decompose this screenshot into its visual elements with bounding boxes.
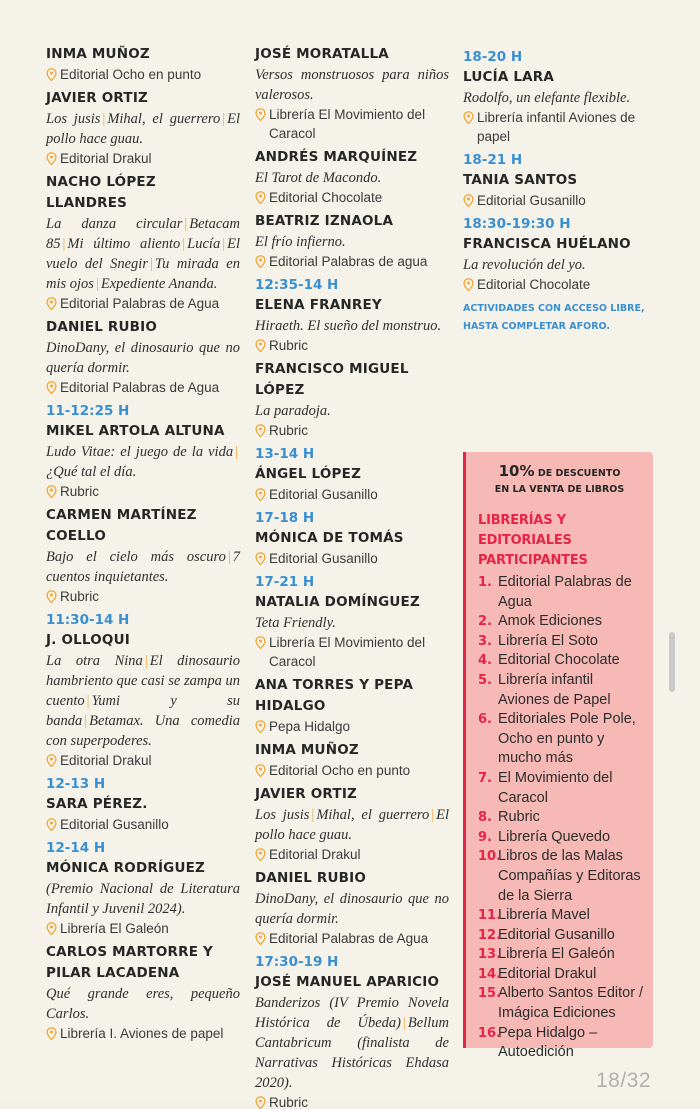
author-name: FRANCISCA HUÉLANO [463, 236, 631, 252]
item-number: 15. [478, 986, 502, 1002]
author-name: MÓNICA RODRÍGUEZ [46, 860, 206, 876]
author-name: ELENA FRANREY [255, 297, 382, 313]
publisher-name: Editorial Chocolate [269, 190, 383, 205]
publisher [46, 378, 240, 397]
separator: | [62, 236, 66, 252]
event-entry [255, 675, 449, 736]
book-titles [46, 214, 240, 294]
book-title: Ludo Vitae: el juego de la vida [46, 444, 234, 460]
publisher [255, 252, 449, 271]
book-titles [255, 889, 449, 929]
event-time: 12-13 H [46, 776, 106, 792]
publisher-name: Editorial Chocolate [477, 277, 591, 292]
author-name: INMA MUÑOZ [46, 46, 150, 62]
participant-item [478, 573, 645, 612]
item-number: 1. [478, 575, 492, 590]
location-pin-icon [255, 108, 266, 121]
publisher [255, 761, 449, 780]
book-title: DinoDany, el dinosaurio que no quería dormir. [46, 340, 240, 376]
book-title: Betamax. Una comedia con superpoderes. [46, 713, 240, 749]
author-name: CARLOS MARTORRE Y PILAR LACADENA [46, 944, 214, 981]
location-pin-icon [255, 636, 266, 649]
location-pin-icon [255, 848, 266, 861]
item-number: 6. [478, 712, 492, 728]
book-titles [46, 338, 240, 378]
book-title: Mihal, el guerrero [316, 807, 430, 823]
participant-name: El Movimiento del Caracol [498, 769, 613, 806]
location-pin-icon [46, 590, 57, 603]
author-name: TANIA SANTOS [463, 172, 578, 188]
scrollbar[interactable] [669, 632, 675, 692]
event-entry [46, 44, 240, 84]
publisher [255, 549, 449, 568]
separator: | [431, 807, 435, 823]
participant-item [478, 612, 645, 632]
participant-item [478, 671, 645, 710]
author-name: FRANCISCO MIGUEL LÓPEZ [255, 361, 409, 398]
column-3 [463, 46, 655, 336]
location-pin-icon [255, 255, 266, 268]
participant-name: Editorial Palabras de Agua [498, 574, 632, 610]
participant-item [478, 945, 645, 965]
book-title: ¿Qué tal el día. [46, 464, 137, 480]
location-pin-icon [46, 152, 57, 165]
publisher [46, 587, 240, 606]
location-pin-icon [46, 754, 57, 767]
book-title: El Tarot de Macondo. [255, 170, 382, 186]
event-time: 12-14 H [46, 840, 106, 856]
publisher [255, 845, 449, 864]
event-entry [255, 740, 449, 780]
event-entry [255, 784, 449, 864]
discount-line1: DE DESCUENTO [537, 468, 621, 479]
publisher-name: Rubric [60, 484, 100, 499]
publisher [46, 482, 240, 501]
item-number: 4. [478, 653, 492, 669]
separator: | [182, 236, 186, 252]
participant-name: Editorial Drakul [498, 965, 597, 982]
event-time: 18-21 H [463, 152, 523, 168]
publisher-name: Editorial Gusanillo [477, 193, 586, 208]
book-titles [46, 442, 240, 482]
publisher-name: Pepa Hidalgo [269, 719, 351, 734]
item-number: 16. [478, 1025, 502, 1041]
author-name: ANA TORRES Y PEPA HIDALGO [255, 677, 414, 714]
book-titles [255, 401, 449, 421]
participant-name: Alberto Santos Editor / Imágica Ediciones [498, 985, 644, 1022]
publisher-name: Editorial Drakul [60, 753, 152, 768]
free-access-notice: ACTIVIDADES CON ACCESO LIBRE, HASTA COMPLETAR AFORO. [463, 303, 645, 332]
author-name: JAVIER ORTIZ [46, 90, 149, 106]
event-entry [255, 508, 449, 568]
publisher-name: Librería infantil Aviones de papel [477, 110, 636, 144]
book-title: Mihal, el guerrero [107, 111, 221, 127]
book-title: Qué grande eres, pequeño Carlos. [46, 986, 240, 1022]
location-pin-icon [46, 922, 57, 935]
location-pin-icon [255, 1096, 266, 1109]
event-entry [255, 275, 449, 355]
publisher [463, 108, 655, 146]
participant-name: Librería Quevedo [498, 828, 611, 845]
book-title: El pollo hace guau. [46, 111, 240, 147]
participant-item [478, 965, 645, 985]
publisher [463, 275, 655, 294]
book-titles [255, 993, 449, 1093]
participant-name: Librería El Galeón [498, 946, 615, 963]
discount-percent: 10% [498, 462, 535, 480]
event-entry [463, 47, 655, 146]
book-titles [46, 651, 240, 751]
location-pin-icon [46, 381, 57, 394]
event-entry [255, 868, 449, 948]
event-entry [46, 774, 240, 834]
publisher [255, 633, 449, 671]
publisher-name: Editorial Gusanillo [60, 817, 169, 832]
separator: | [102, 111, 106, 127]
separator: | [222, 111, 226, 127]
separator: | [95, 276, 99, 292]
location-pin-icon [46, 68, 57, 81]
author-name: ANDRÉS MARQUÍNEZ [255, 149, 418, 165]
author-name: MIKEL ARTOLA ALTUNA [46, 423, 225, 439]
book-title: Rodolfo, un elefante flexible. [463, 90, 631, 106]
location-pin-icon [255, 932, 266, 945]
event-time: 17-18 H [255, 510, 315, 526]
publisher-name: Editorial Palabras de Agua [269, 931, 429, 946]
publisher [463, 191, 655, 210]
book-title: Expediente Ananda. [100, 276, 218, 292]
author-name: SARA PÉREZ. [46, 796, 148, 812]
participants-list [466, 573, 653, 1063]
location-pin-icon [46, 818, 57, 831]
event-entry [46, 505, 240, 606]
separator: | [149, 256, 153, 272]
column-1 [46, 44, 240, 1047]
participant-name: Editoriales Pole Pole, Ocho en punto y mucho más [498, 711, 636, 767]
event-entry [255, 444, 449, 504]
publisher-name: Rubric [269, 1095, 309, 1109]
author-name: NACHO LÓPEZ LLANDRES [46, 174, 156, 211]
author-name: LUCÍA LARA [463, 69, 555, 85]
book-title: Hiraeth. El sueño del monstruo. [255, 318, 442, 334]
item-number: 11. [478, 908, 502, 924]
location-pin-icon [463, 278, 474, 291]
publisher-name: Librería El Galeón [60, 921, 169, 936]
book-titles [46, 879, 240, 919]
location-pin-icon [255, 191, 266, 204]
book-titles [255, 316, 449, 336]
event-time: 11:30-14 H [46, 612, 130, 628]
book-title: DinoDany, el dinosaurio que no quería dormir. [255, 891, 449, 927]
event-entry [255, 211, 449, 271]
event-entry [255, 147, 449, 207]
book-title: 7 cuentos inquietantes. [46, 549, 240, 585]
location-pin-icon [46, 297, 57, 310]
publisher [255, 105, 449, 143]
participant-name: Editorial Gusanillo [498, 926, 615, 943]
event-entry [255, 44, 449, 143]
book-title: (Premio Nacional de Literatura Infantil y Juvenil 2024). [46, 881, 240, 917]
book-title: Yumi y su banda [46, 693, 240, 729]
location-pin-icon [255, 552, 266, 565]
book-title: Bajo el cielo más oscuro [46, 549, 226, 565]
event-time: 18:30-19:30 H [463, 216, 571, 232]
publisher-name: Editorial Drakul [269, 847, 361, 862]
item-number: 9. [478, 829, 492, 845]
book-title: Teta Friendly. [255, 615, 336, 631]
item-number: 10. [478, 849, 502, 865]
publisher-name: Rubric [269, 338, 309, 353]
event-time: 18-20 H [463, 49, 523, 65]
author-name: DANIEL RUBIO [46, 319, 158, 335]
publisher-name: Editorial Palabras de Agua [60, 380, 220, 395]
book-title: Betacam 85 [46, 216, 240, 252]
publisher [255, 717, 449, 736]
author-name: CARMEN MARTÍNEZ COELLO [46, 507, 197, 544]
book-title: La paradoja. [255, 403, 331, 419]
book-title: La danza circular [46, 216, 183, 232]
event-entry [46, 401, 240, 501]
publisher [46, 919, 240, 938]
location-pin-icon [255, 424, 266, 437]
publisher [255, 421, 449, 440]
location-pin-icon [255, 720, 266, 733]
event-entry [46, 88, 240, 168]
event-entry [46, 317, 240, 397]
book-title: Tu mirada en mis ojos [46, 256, 240, 292]
author-name: JAVIER ORTIZ [255, 786, 358, 802]
publisher [46, 149, 240, 168]
participant-item [478, 808, 645, 828]
publisher-name: Editorial Gusanillo [269, 487, 378, 502]
event-time: 11-12:25 H [46, 403, 130, 419]
publisher-name: Librería El Movimiento del Caracol [269, 107, 426, 141]
publisher [46, 751, 240, 770]
publisher [255, 188, 449, 207]
publisher-name: Rubric [60, 589, 100, 604]
publisher [255, 1093, 449, 1109]
author-name: DANIEL RUBIO [255, 870, 367, 886]
separator: | [403, 1015, 406, 1031]
discount-heading [466, 463, 653, 498]
publisher-name: Editorial Palabras de Agua [60, 296, 220, 311]
separator: | [222, 236, 226, 252]
location-pin-icon [46, 485, 57, 498]
event-entry [46, 942, 240, 1043]
publisher [255, 485, 449, 504]
participant-item [478, 906, 645, 926]
location-pin-icon [46, 1027, 57, 1040]
location-pin-icon [255, 764, 266, 777]
item-number: 3. [478, 633, 492, 649]
publisher-name: Librería I. Aviones de papel [60, 1026, 224, 1041]
event-time: 12:35-14 H [255, 277, 339, 293]
book-title: Versos monstruosos para niños valerosos. [255, 67, 449, 103]
publisher [46, 294, 240, 313]
item-number: 7. [478, 770, 492, 786]
event-time: 17-21 H [255, 574, 315, 590]
book-titles [46, 547, 240, 587]
item-number: 2. [478, 614, 492, 630]
participant-item [478, 710, 645, 769]
book-title: Lucía [187, 236, 221, 252]
event-entry [255, 359, 449, 440]
author-name: BEATRIZ IZNAOLA [255, 213, 394, 229]
author-name: JOSÉ MANUEL APARICIO [255, 974, 440, 990]
publisher-name: Editorial Ocho en punto [60, 67, 202, 82]
publisher [255, 336, 449, 355]
item-number: 8. [478, 810, 492, 826]
book-titles [255, 168, 449, 188]
participant-item [478, 651, 645, 671]
book-title: La otra Nina [46, 653, 143, 669]
book-titles [255, 232, 449, 252]
book-title: Banderizos (IV Premio Novela Histórica de Úbeda) [255, 995, 449, 1031]
publisher [255, 929, 449, 948]
publisher-name: Librería El Movimiento del Caracol [269, 635, 426, 669]
participant-name: Librería infantil Aviones de Papel [498, 671, 611, 708]
participant-name: Librería El Soto [498, 632, 598, 649]
author-name: INMA MUÑOZ [255, 742, 359, 758]
page-indicator: 18/32 [596, 1069, 652, 1092]
author-name: NATALIA DOMÍNGUEZ [255, 594, 420, 610]
participant-name: Rubric [498, 809, 540, 826]
participant-item [478, 769, 645, 808]
participant-item [478, 926, 645, 946]
author-name: J. OLLOQUI [46, 632, 130, 648]
book-titles [46, 109, 240, 149]
discount-box [463, 452, 653, 1061]
participant-item [478, 847, 645, 906]
participant-name: Librería Mavel [498, 907, 590, 924]
publisher [46, 815, 240, 834]
book-title: Los jusis [46, 111, 101, 127]
book-title: Mi último aliento [67, 236, 181, 252]
item-number: 5. [478, 672, 492, 688]
event-entry [46, 172, 240, 313]
book-title: Bellum Cantabricum (finalista de Narrativas Históricas Ehdasa 2020). [255, 1015, 449, 1091]
participant-name: Libros de las Malas Compañías y Editoras de la Sierra [498, 848, 641, 904]
separator: | [84, 713, 88, 729]
book-titles [255, 65, 449, 105]
book-title: La revolución del yo. [463, 257, 586, 273]
separator: | [86, 693, 90, 709]
separator: | [144, 653, 148, 669]
discount-line2: EN LA VENTA DE LIBROS [494, 484, 625, 495]
item-number: 13. [478, 947, 502, 963]
publisher-name: Editorial Palabras de agua [269, 254, 428, 269]
event-time: 17:30-19 H [255, 954, 339, 970]
event-entry [463, 150, 655, 210]
publisher-name: Editorial Gusanillo [269, 551, 378, 566]
book-titles [255, 613, 449, 633]
participant-item [478, 828, 645, 848]
participant-name: Pepa Hidalgo – Autoedición [498, 1024, 598, 1061]
event-entry [255, 952, 449, 1109]
book-titles [463, 88, 655, 108]
participant-name: Editorial Chocolate [498, 652, 620, 669]
publisher [46, 65, 240, 84]
participant-item [478, 984, 645, 1023]
book-title: El frío infierno. [255, 234, 346, 250]
event-time: 13-14 H [255, 446, 315, 462]
author-name: MÓNICA DE TOMÁS [255, 530, 404, 546]
location-pin-icon [463, 111, 474, 124]
book-title: El vuelo del Snegir [46, 236, 240, 272]
book-titles [46, 984, 240, 1024]
participants-title: LIBRERÍAS Y EDITORIALES PARTICIPANTES [478, 513, 588, 568]
book-titles [463, 255, 655, 275]
separator: | [235, 444, 238, 460]
location-pin-icon [463, 194, 474, 207]
separator: | [227, 549, 231, 565]
participant-item [478, 632, 645, 652]
separator: | [184, 216, 188, 232]
publisher-name: Editorial Ocho en punto [269, 763, 411, 778]
separator: | [311, 807, 315, 823]
event-entry [46, 838, 240, 938]
item-number: 12. [478, 927, 502, 943]
participant-item [478, 1024, 645, 1063]
author-name: ÁNGEL LÓPEZ [255, 466, 362, 482]
event-entry [463, 214, 655, 294]
publisher [46, 1024, 240, 1043]
location-pin-icon [255, 488, 266, 501]
publisher-name: Rubric [269, 423, 309, 438]
participant-name: Amok Ediciones [498, 613, 602, 630]
column-2 [255, 44, 449, 1109]
book-title: El dinosaurio hambriento que casi se zampa un cuento [46, 653, 241, 709]
publisher-name: Editorial Drakul [60, 151, 152, 166]
book-title: Los jusis [255, 807, 310, 823]
book-title: El pollo hace guau. [255, 807, 449, 843]
book-titles [255, 805, 449, 845]
event-entry [46, 610, 240, 770]
event-entry [255, 572, 449, 671]
author-name: JOSÉ MORATALLA [255, 46, 389, 62]
item-number: 14. [478, 966, 502, 982]
location-pin-icon [255, 339, 266, 352]
